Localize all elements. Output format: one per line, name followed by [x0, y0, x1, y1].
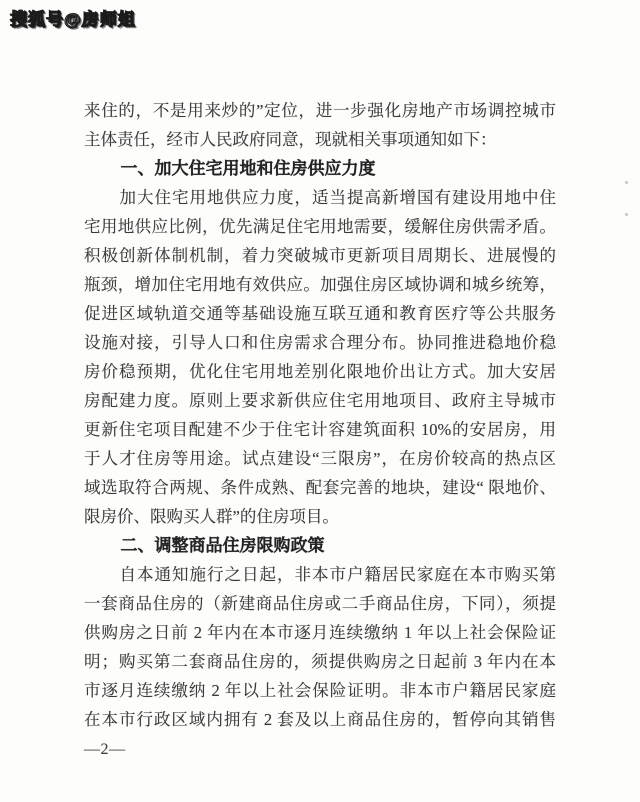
- text-line: 更新住宅项目配建不少于住宅计容建筑面积 10%的安居房，用: [84, 420, 556, 439]
- document-text: [84, 96, 556, 734]
- sohu-watermark: 搜狐号@房师姐: [10, 10, 136, 29]
- section-heading: 一、加大住宅用地和住房供应力度: [120, 159, 376, 178]
- text-line: 房价稳预期，优化住宅用地差别化限地价出让方式。加大安居: [84, 362, 556, 381]
- text-line: 设施对接，引导人口和住房需求合理分布。协同推进稳地价稳: [84, 333, 556, 352]
- text-line: 宅用地供应比例，优先满足住宅用地需要，缓解住房供需矛盾。: [84, 217, 556, 236]
- text-line: 主体责任，经市人民政府同意，现就相关事项通知如下：: [84, 130, 497, 149]
- text-line: 促进区域轨道交通等基础设施互联互通和教育医疗等公共服务: [84, 304, 556, 323]
- text-line: 在本市行政区域内拥有 2 套及以上商品住房的，暂停向其销售: [84, 710, 556, 729]
- text-line: 供购房之日前 2 年内在本市逐月连续缴纳 1 年以上社会保险证: [84, 623, 556, 642]
- text-line: 市逐月连续缴纳 2 年以上社会保险证明。非本市户籍居民家庭: [84, 681, 556, 700]
- text-line: 一套商品住房的（新建商品住房或二手商品住房，下同），须提: [84, 594, 556, 613]
- page-number: —2—: [84, 741, 126, 758]
- text-line: 明；购买第二套商品住房的，须提供购房之日起前 3 年内在本: [84, 652, 556, 671]
- text-line: 于人才住房等用途。试点建设“三限房”，在房价较高的热点区: [84, 449, 556, 468]
- text-line: 瓶颈，增加住宅用地有效供应。加强住房区域协调和城乡统筹，: [84, 275, 556, 294]
- text-line: 域选取符合两规、条件成熟、配套完善的地块，建设“ 限地价、: [84, 478, 556, 497]
- scan-speck: [625, 181, 628, 184]
- text-line: 来住的，不是用来炒的”定位，进一步强化房地产市场调控城市: [84, 101, 556, 120]
- section-heading: 二、调整商品住房限购政策: [120, 536, 325, 555]
- scan-speck: [625, 213, 628, 216]
- text-line: 加大住宅用地供应力度，适当提高新增国有建设用地中住: [119, 188, 556, 207]
- text-line: 限房价、限购买人群”的住房项目。: [84, 507, 339, 526]
- text-line: 房配建力度。原则上要求新供应住宅用地项目、政府主导城市: [84, 391, 556, 410]
- text-line: 自本通知施行之日起，非本市户籍居民家庭在本市购买第: [119, 565, 556, 584]
- text-line: 积极创新体制机制，着力突破城市更新项目周期长、进展慢的: [84, 246, 556, 265]
